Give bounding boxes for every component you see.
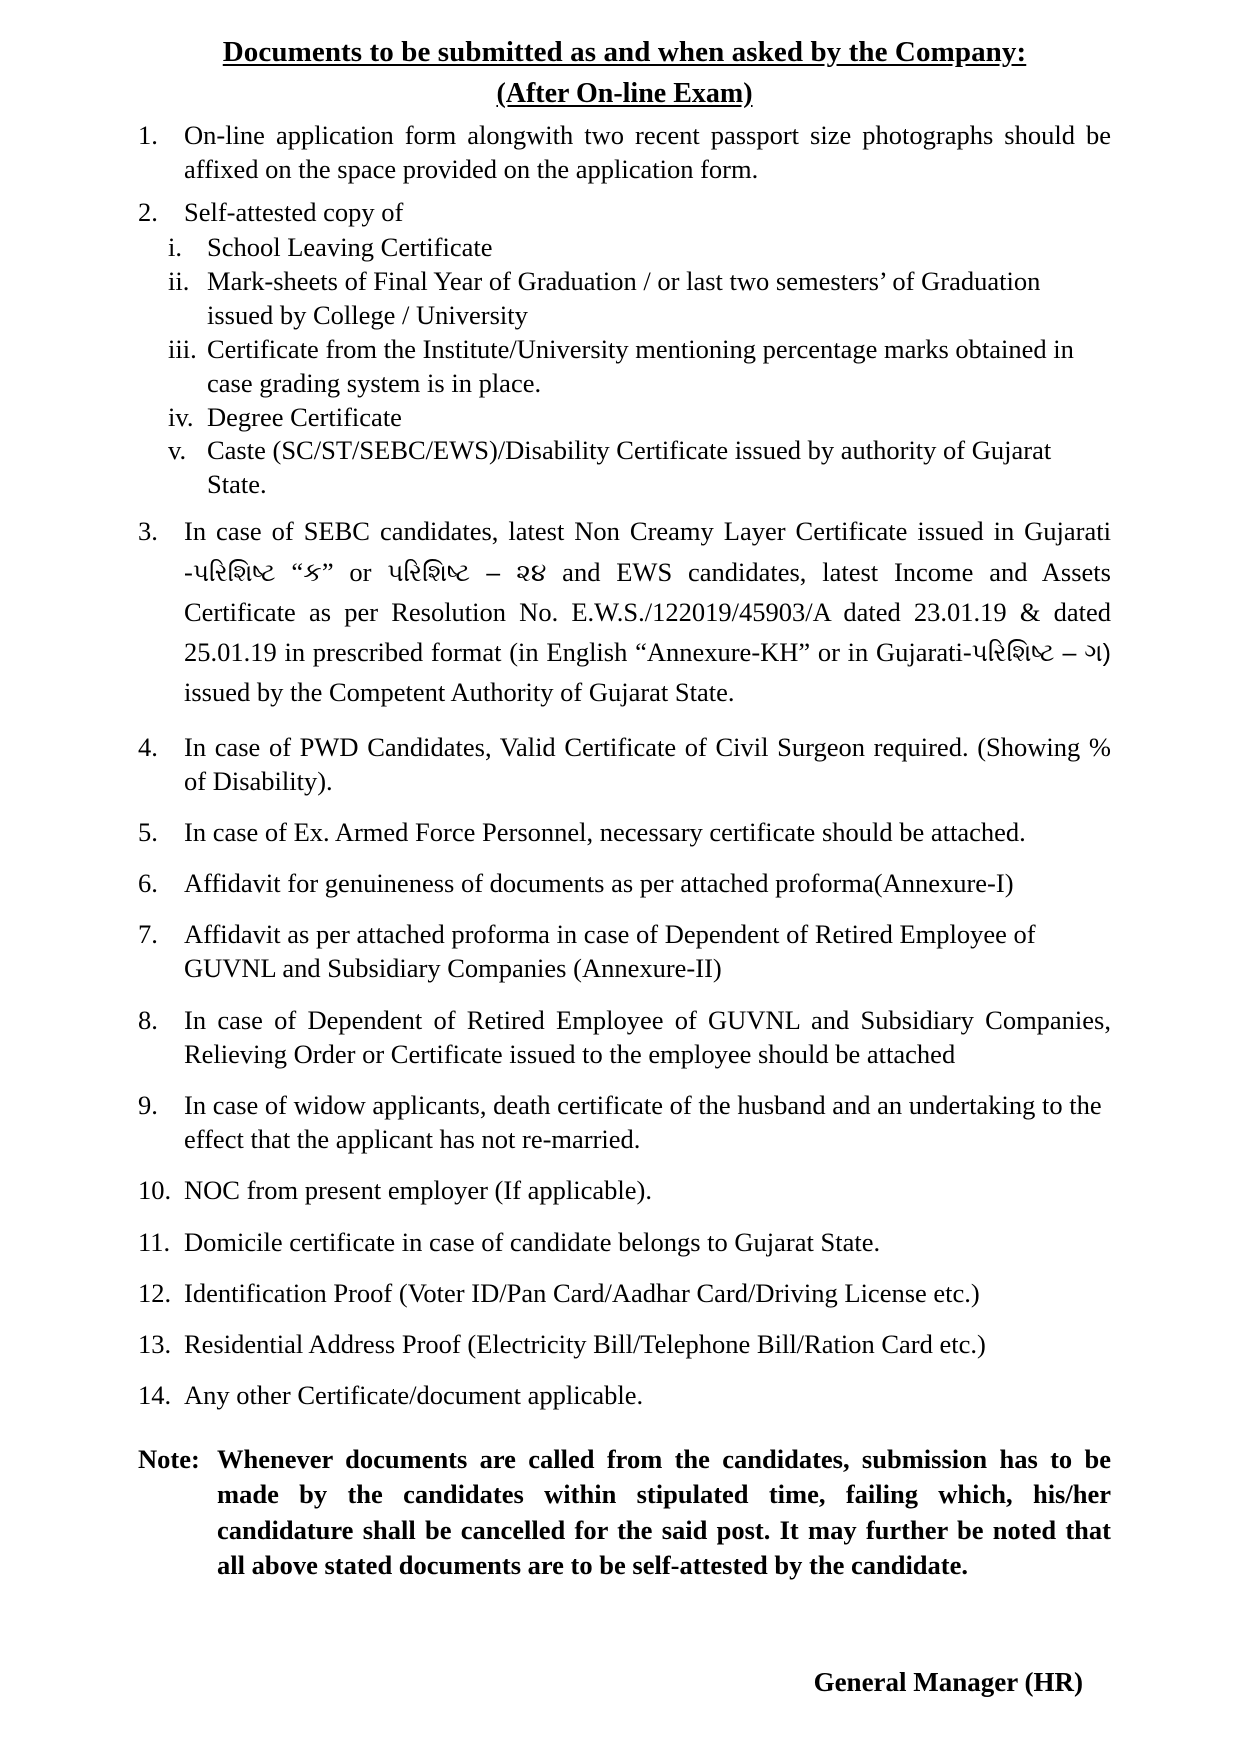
list-item-text: In case of Ex. Armed Force Personnel, necessary certificate should be attached. — [184, 816, 1026, 847]
list-item — [138, 1173, 1111, 1207]
sub-list-item-marker: ii. — [168, 265, 190, 296]
list-item-marker: 7. — [138, 919, 158, 950]
item3-segment-2: “ક” or — [275, 556, 388, 587]
list-item — [138, 1225, 1111, 1259]
sub-list-item-text: Degree Certificate — [207, 401, 402, 432]
sub-list-roman — [168, 231, 1111, 502]
sub-list-item — [168, 401, 1111, 435]
list-item — [138, 1003, 1111, 1071]
gujarati-letter-ga: – ગ) — [1054, 639, 1112, 668]
list-item-text: Self-attested copy of — [184, 196, 404, 227]
list-item-text: In case of PWD Candidates, Valid Certificate of Civil Surgeon required. (Showing % of Disability). — [184, 731, 1111, 796]
list-item-marker: 12. — [138, 1277, 172, 1308]
list-item — [138, 730, 1111, 798]
gujarati-parishisht-1: પરિશિષ્ટ — [192, 558, 276, 587]
sub-list-item-marker: v. — [168, 435, 187, 466]
list-item — [138, 1327, 1111, 1361]
page-subtitle-text: (After On-line Exam) — [496, 77, 753, 109]
list-item-marker: 9. — [138, 1089, 158, 1120]
list-item-text: Affidavit for genuineness of documents as per attached proforma(Annexure-I) — [184, 868, 1014, 899]
page-title-text: Documents to be submitted as and when asked by the Company: — [222, 36, 1027, 68]
sub-list-item — [168, 231, 1111, 265]
list-item-text: Affidavit as per attached proforma in case of Dependent of Retired Employee of GUVNL and Subsidiary Companies (Annexure-II) — [184, 919, 1036, 984]
list-item — [138, 1378, 1111, 1412]
list-item-marker: 10. — [138, 1175, 172, 1206]
item3-segment-1: In case of SEBC candidates, latest Non Creamy Layer Certificate issued in Gujarati - — [184, 516, 1111, 587]
list-item-marker: 3. — [138, 516, 158, 547]
list-item-text: Any other Certificate/document applicable. — [184, 1380, 644, 1411]
gujarati-numeral-4: – ૨૪ — [470, 558, 547, 587]
item3-segment-4: issued by the Competent Authority of Gujarat State. — [184, 677, 735, 708]
sub-list-item-text: Caste (SC/ST/SEBC/EWS)/Disability Certificate issued by authority of Gujarat State. — [207, 435, 1052, 500]
list-item-marker: 13. — [138, 1328, 172, 1359]
sub-list-item-marker: iii. — [168, 333, 197, 364]
list-item-marker: 8. — [138, 1004, 158, 1035]
list-item-text: In case of widow applicants, death certificate of the husband and an undertaking to the effect that the applicant has not re-married. — [184, 1089, 1102, 1155]
sub-list-item-marker: i. — [168, 232, 182, 263]
list-item-text — [184, 511, 1111, 712]
list-item-text: Residential Address Proof (Electricity Bill/Telephone Bill/Ration Card etc.) — [184, 1328, 986, 1359]
list-item-marker: 1. — [138, 119, 158, 150]
list-item-marker: 4. — [138, 731, 158, 762]
page-subtitle — [138, 76, 1111, 112]
signature-block: General Manager (HR) — [813, 1667, 1083, 1698]
list-item-marker: 2. — [138, 196, 158, 227]
list-item-marker: 5. — [138, 816, 158, 847]
sub-list-item — [168, 265, 1111, 333]
list-item-text: On-line application form alongwith two recent passport size photographs should be affixed on the space provided on the application form. — [184, 119, 1111, 184]
sub-list-item-text: Certificate from the Institute/University mentioning percentage marks obtained in case grading system is in place. — [207, 333, 1074, 398]
page-title — [138, 34, 1111, 72]
list-item-text: Identification Proof (Voter ID/Pan Card/Aadhar Card/Driving License etc.) — [184, 1277, 980, 1308]
list-item — [138, 866, 1111, 900]
documents-list — [138, 118, 1111, 1413]
list-item — [138, 511, 1111, 712]
list-item — [138, 815, 1111, 849]
sub-list-item — [168, 333, 1111, 401]
gujarati-parishisht-2: પરિશિષ્ટ — [387, 558, 471, 587]
sub-list-item-marker: iv. — [168, 401, 194, 432]
list-item — [138, 1088, 1111, 1156]
list-item — [138, 118, 1111, 186]
sub-list-item-text: School Leaving Certificate — [207, 232, 493, 263]
list-item-marker: 14. — [138, 1380, 172, 1411]
list-item-marker: 6. — [138, 868, 158, 899]
note-label: Note: — [138, 1444, 200, 1475]
list-item-text: NOC from present employer (If applicable). — [184, 1175, 652, 1206]
list-item-text: Domicile certificate in case of candidate belongs to Gujarat State. — [184, 1226, 881, 1257]
list-item-text: In case of Dependent of Retired Employee of GUVNL and Subsidiary Companies, Relieving Order or Certificate issued to the employee should be attached — [184, 1004, 1111, 1069]
item3-segment-3: and EWS candidates, latest Income and Assets Certificate as per Resolution No. E.W.S./122019/45903/A dated 23.01.19 & dated 25.01.19 in prescribed format (in English “Annexure-KH” or in Gujarati- — [184, 556, 1111, 668]
note-block — [138, 1442, 1111, 1583]
sub-list-item — [168, 434, 1111, 502]
list-item-marker: 11. — [138, 1226, 171, 1257]
note-text: Whenever documents are called from the candidates, submission has to be made by the candidates within stipulated time, failing which, his/her candidature shall be cancelled for the said post. It may further be noted that all above stated documents are to be self-attested by the candidate. — [217, 1444, 1111, 1580]
list-item — [138, 195, 1111, 229]
list-item — [138, 917, 1111, 985]
list-item — [138, 1276, 1111, 1310]
sub-list-item-text: Mark-sheets of Final Year of Graduation / or last two semesters’ of Graduation issued by College / University — [207, 265, 1041, 330]
gujarati-parishisht-3: પરિશિષ્ટ — [971, 639, 1055, 668]
